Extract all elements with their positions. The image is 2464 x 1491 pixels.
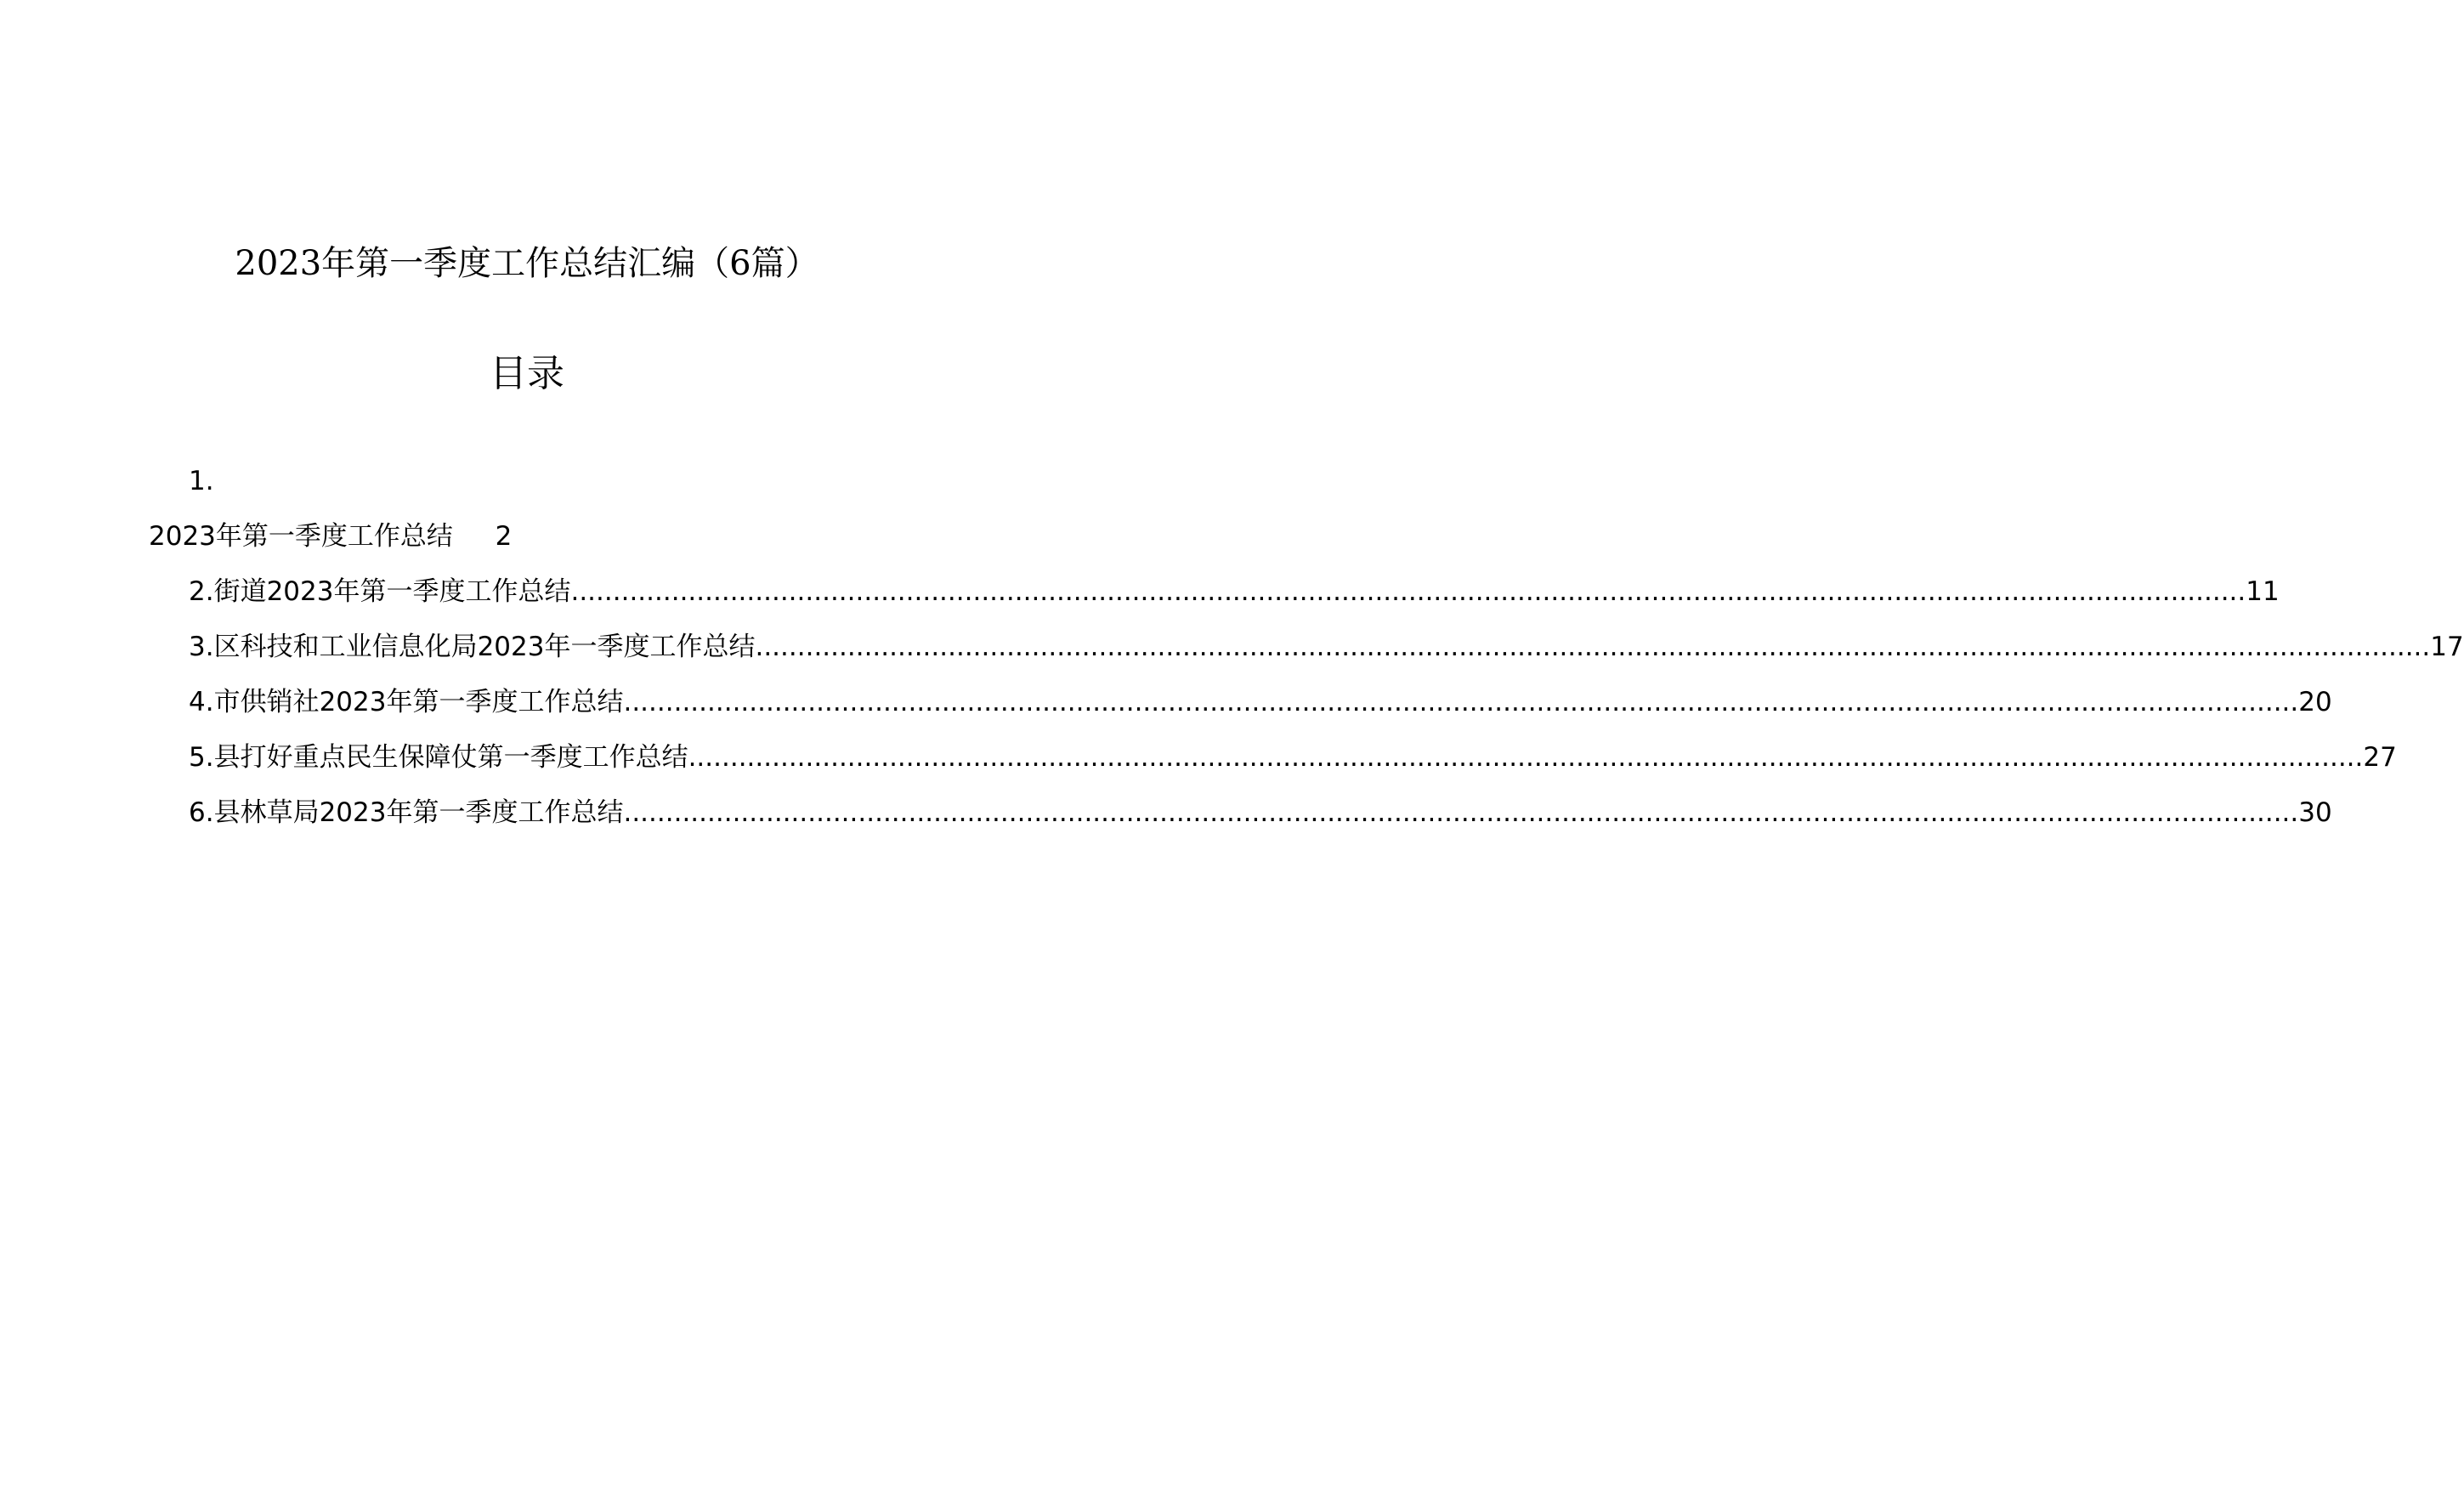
toc-entry-label: 4.市供销社2023年第一季度工作总结 (189, 687, 624, 717)
toc-entry-6[interactable] (189, 796, 2332, 830)
toc-leader-dots: ........................................................................................................................................................................................................ (570, 576, 2246, 607)
toc-entry-2[interactable] (189, 575, 2280, 609)
toc-entry-page: 30 (2298, 797, 2332, 828)
toc-entry-page: 2 (495, 521, 513, 552)
toc-entry-1[interactable] (149, 519, 512, 553)
toc-entry-4[interactable] (189, 685, 2332, 719)
toc-entry-label: 2023年第一季度工作总结 (149, 521, 453, 552)
toc-entry-5[interactable] (189, 740, 2397, 774)
toc-leader-dots: ........................................................................................................................................................................................................ (755, 632, 2431, 662)
toc-leader-dots: ........................................................................................................................................................................................................ (688, 742, 2364, 773)
toc-entry-page: 27 (2363, 742, 2397, 773)
toc-entry-3[interactable] (189, 630, 2464, 664)
toc-entry-label: 6.县林草局2023年第一季度工作总结 (189, 797, 624, 828)
toc-heading: 目录 (490, 352, 564, 395)
toc-entry-label: 5.县打好重点民生保障仗第一季度工作总结 (189, 742, 688, 773)
toc-entry-label: 2.街道2023年第一季度工作总结 (189, 576, 571, 607)
toc-leader-dots: ........................................................................................................................................................................................................ (623, 687, 2299, 717)
document-title: 2023年第一季度工作总结汇编（6篇） (235, 244, 819, 283)
toc-leader-dots: ........................................................................................................................................................................................................ (623, 797, 2299, 828)
toc-entry-page: 20 (2298, 687, 2332, 717)
toc-entry-1-number: 1. (189, 466, 214, 496)
toc-entry-page: 17 (2430, 632, 2464, 662)
toc-entry-label: 3.区科技和工业信息化局2023年一季度工作总结 (189, 632, 756, 662)
toc-entry-page: 11 (2246, 576, 2280, 607)
